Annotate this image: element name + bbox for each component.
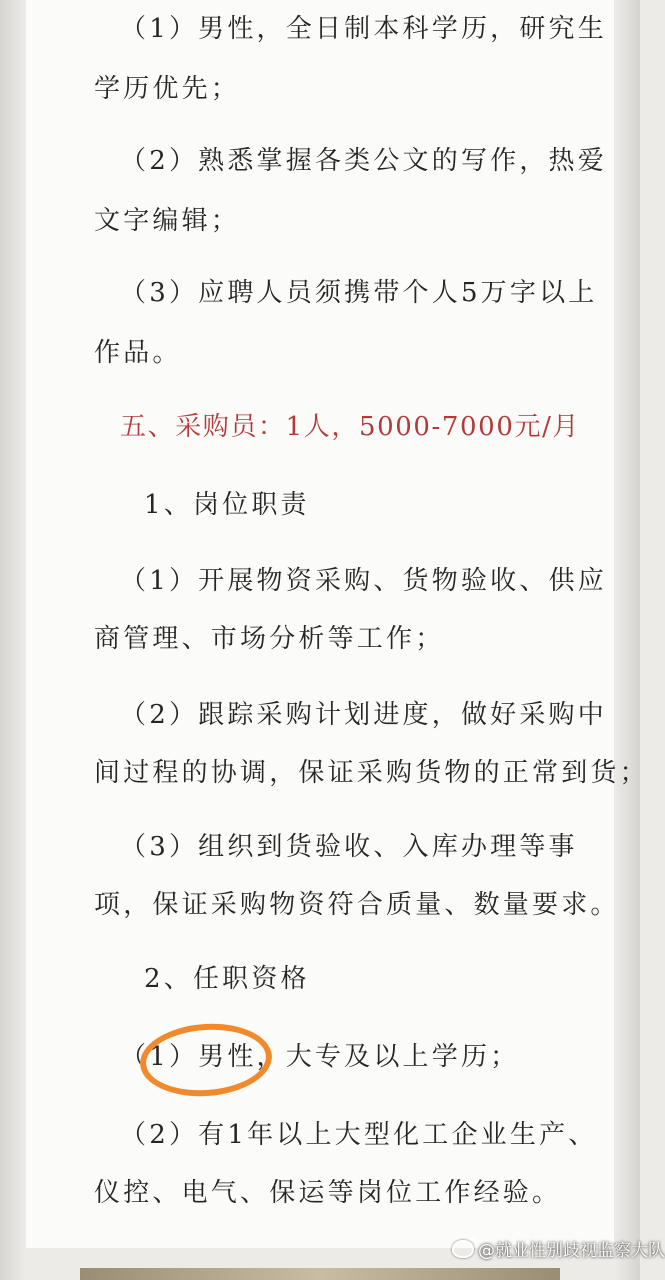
qualification-line-3: （3）应聘人员须携带个人5万字以上 — [120, 278, 598, 308]
requirement-line-2-cont: 仪控、电气、保运等岗位工作经验。 — [94, 1178, 562, 1208]
duty-line-1: （1）开展物资采购、货物验收、供应 — [120, 566, 607, 596]
duty-line-3: （3）组织到货验收、入库办理等事 — [120, 832, 578, 862]
duty-line-2: （2）跟踪采购计划进度，做好采购中 — [120, 700, 607, 730]
duty-line-1-cont: 商管理、市场分析等工作； — [94, 624, 445, 654]
requirement-line-2: （2）有1年以上大型化工企业生产、 — [120, 1120, 598, 1150]
weibo-icon — [452, 1240, 474, 1258]
bottom-image-strip — [80, 1268, 560, 1280]
right-shadow — [614, 0, 640, 1280]
qualification-line-3-cont: 作品。 — [94, 338, 182, 368]
qualification-line-2: （2）熟悉掌握各类公文的写作，热爱 — [120, 146, 607, 176]
requirement-line-1: （1）男性，大专及以上学历； — [120, 1042, 520, 1072]
subheading-qualifications: 2、任职资格 — [144, 964, 310, 994]
subheading-duties: 1、岗位职责 — [144, 490, 310, 520]
qualification-line-1: （1）男性，全日制本科学历，研究生 — [120, 14, 607, 44]
document-page — [26, 0, 649, 1248]
qualification-line-2-cont: 文字编辑； — [94, 206, 241, 236]
qualification-line-1-cont: 学历优先； — [94, 74, 241, 104]
duty-line-3-cont: 项，保证采购物资符合质量、数量要求。 — [94, 890, 620, 920]
section-heading-purchaser: 五、采购员：1人，5000-7000元/月 — [120, 412, 581, 442]
weibo-watermark — [452, 1236, 665, 1261]
duty-line-2-cont: 间过程的协调，保证采购货物的正常到货； — [94, 758, 649, 788]
watermark-text: @就业性别歧视监察大队 — [478, 1241, 665, 1261]
left-shadow — [0, 0, 26, 1280]
